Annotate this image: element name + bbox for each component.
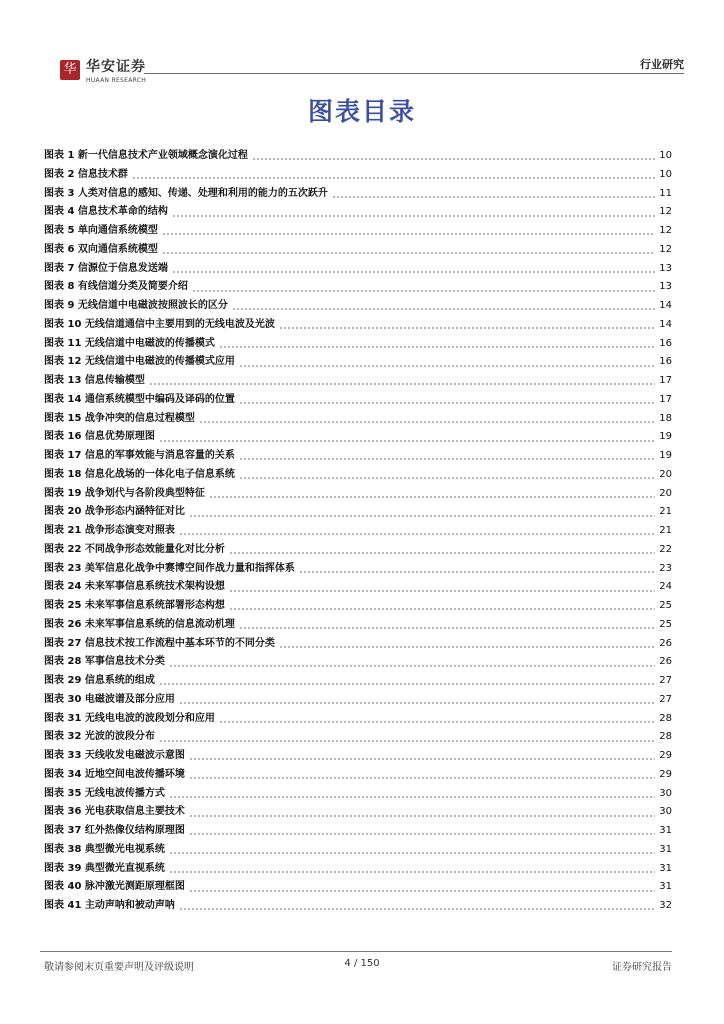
toc-entry-page: 31 bbox=[659, 843, 672, 855]
toc-entry-page: 14 bbox=[659, 300, 672, 311]
toc-entry-label: 图表 28 军事信息技术分类 bbox=[44, 656, 165, 668]
toc-entry[interactable] bbox=[44, 540, 672, 559]
toc-entry[interactable] bbox=[44, 615, 672, 634]
toc-leader-dots bbox=[159, 674, 655, 686]
toc-leader-dots bbox=[239, 449, 655, 461]
toc-entry[interactable] bbox=[44, 690, 672, 709]
toc-entry-label: 图表 41 主动声呐和被动声呐 bbox=[44, 900, 175, 911]
toc-entry-label: 图表 18 信息化战场的一体化电子信息系统 bbox=[44, 468, 235, 480]
toc-entry-label: 图表 11 无线信道中电磁波的传播模式 bbox=[44, 337, 215, 349]
toc-entry-label: 图表 30 电磁波谱及部分应用 bbox=[44, 693, 175, 705]
toc-entry-label: 图表 22 不同战争形态效能量化对比分析 bbox=[44, 543, 225, 555]
toc-entry-page: 25 bbox=[659, 618, 672, 630]
toc-entry-label: 图表 1 新一代信息技术产业领域概念演化过程 bbox=[44, 150, 248, 161]
toc-leader-dots bbox=[219, 712, 655, 724]
toc-entry-label: 图表 39 典型微光直视系统 bbox=[44, 862, 165, 874]
toc-entry-label: 图表 27 信息技术按工作流程中基本环节的不同分类 bbox=[44, 637, 275, 649]
toc-leader-dots bbox=[179, 693, 655, 705]
toc-entry-label: 图表 17 信息的军事效能与消息容量的关系 bbox=[44, 450, 235, 461]
toc-entry-label: 图表 25 未来军事信息系统部署形态构想 bbox=[44, 600, 225, 611]
toc-leader-dots bbox=[239, 356, 655, 368]
toc-entry[interactable] bbox=[44, 296, 672, 315]
toc-entry-page: 16 bbox=[659, 356, 672, 368]
toc-entry[interactable] bbox=[44, 577, 672, 596]
toc-entry[interactable] bbox=[44, 521, 672, 540]
toc-entry-label: 图表 8 有线信道分类及简要介绍 bbox=[44, 281, 188, 293]
company-logo bbox=[60, 60, 146, 84]
toc-leader-dots bbox=[219, 337, 655, 349]
toc-entry-page: 25 bbox=[659, 600, 672, 611]
toc-entry-page: 27 bbox=[659, 675, 672, 686]
footer-divider bbox=[40, 951, 672, 952]
toc-entry[interactable] bbox=[44, 746, 672, 765]
toc-entry[interactable] bbox=[44, 671, 672, 690]
toc-entry-label: 图表 37 红外热像仪结构原理图 bbox=[44, 825, 185, 836]
footer-report-type: 证券研究报告 bbox=[612, 962, 672, 973]
toc-entry-page: 19 bbox=[659, 431, 672, 443]
toc-entry[interactable] bbox=[44, 202, 672, 221]
toc-entry[interactable] bbox=[44, 596, 672, 615]
toc-entry-label: 图表 35 无线电波传播方式 bbox=[44, 787, 165, 799]
toc-entry-page: 29 bbox=[659, 768, 672, 780]
toc-entry-page: 12 bbox=[659, 206, 672, 218]
toc-entry-page: 13 bbox=[659, 281, 672, 293]
toc-entry-page: 18 bbox=[659, 412, 672, 424]
toc-entry-label: 图表 33 天线收发电磁波示意图 bbox=[44, 750, 185, 761]
toc-leader-dots bbox=[229, 599, 655, 611]
toc-leader-dots bbox=[162, 224, 655, 236]
toc-entry-label: 图表 12 无线信道中电磁波的传播模式应用 bbox=[44, 356, 235, 368]
toc-entry[interactable] bbox=[44, 784, 672, 803]
page-header bbox=[44, 60, 684, 90]
toc-leader-dots bbox=[229, 543, 655, 555]
toc-leader-dots bbox=[189, 824, 655, 836]
toc-entry-label: 图表 21 战争形态演变对照表 bbox=[44, 525, 175, 536]
toc-entry-page: 10 bbox=[659, 168, 672, 180]
toc-leader-dots bbox=[239, 618, 655, 630]
toc-leader-dots bbox=[299, 562, 655, 574]
toc-entry-label: 图表 7 信源位于信息发送端 bbox=[44, 262, 168, 274]
toc-leader-dots bbox=[132, 168, 655, 180]
toc-entry-label: 图表 23 美军信息化战争中赛博空间作战力量和指挥体系 bbox=[44, 562, 295, 574]
toc-entry[interactable] bbox=[44, 146, 672, 165]
toc-entry-label: 图表 38 典型微光电视系统 bbox=[44, 843, 165, 855]
toc-entry[interactable] bbox=[44, 859, 672, 878]
logo-brand-cn: 华安证券 bbox=[86, 59, 146, 75]
toc-entry[interactable] bbox=[44, 765, 672, 784]
toc-entry-page: 31 bbox=[659, 862, 672, 874]
logo-brand-en: HUAAN RESEARCH bbox=[86, 77, 147, 84]
toc-leader-dots bbox=[279, 637, 655, 649]
toc-entry-page: 14 bbox=[659, 318, 672, 330]
toc-entry[interactable] bbox=[44, 821, 672, 840]
toc-leader-dots bbox=[189, 768, 655, 780]
toc-entry[interactable] bbox=[44, 465, 672, 484]
toc-leader-dots bbox=[229, 581, 655, 593]
toc-entry-page: 30 bbox=[659, 787, 672, 799]
toc-entry[interactable] bbox=[44, 877, 672, 896]
toc-leader-dots bbox=[172, 262, 655, 274]
toc-entry-label: 图表 31 无线电电波的波段划分和应用 bbox=[44, 712, 215, 724]
toc-entry-label: 图表 29 信息系统的组成 bbox=[44, 675, 155, 686]
page-title: 图表目录 bbox=[307, 97, 416, 126]
toc-entry-page: 29 bbox=[659, 750, 672, 761]
toc-entry-label: 图表 5 单向通信系统模型 bbox=[44, 225, 158, 236]
toc-entry-label: 图表 15 战争冲突的信息过程模型 bbox=[44, 412, 195, 424]
toc-entry[interactable] bbox=[44, 315, 672, 334]
toc-entry[interactable] bbox=[44, 727, 672, 746]
toc-leader-dots bbox=[169, 862, 655, 874]
toc-entry-page: 32 bbox=[659, 900, 672, 911]
toc-entry[interactable] bbox=[44, 802, 672, 821]
toc-entry-label: 图表 19 战争划代与各阶段典型特征 bbox=[44, 487, 205, 499]
toc-entry[interactable] bbox=[44, 502, 672, 521]
toc-entry-label: 图表 36 光电获取信息主要技术 bbox=[44, 806, 185, 818]
toc-entry[interactable] bbox=[44, 165, 672, 184]
toc-entry[interactable] bbox=[44, 634, 672, 653]
toc-entry-label: 图表 34 近地空间电波传播环境 bbox=[44, 768, 185, 780]
toc-leader-dots bbox=[189, 881, 655, 893]
toc-entry[interactable] bbox=[44, 446, 672, 465]
toc-entry[interactable] bbox=[44, 652, 672, 671]
toc-entry[interactable] bbox=[44, 709, 672, 728]
logo-seal-icon: 华 bbox=[60, 60, 80, 80]
toc-entry-page: 22 bbox=[659, 543, 672, 555]
toc-entry[interactable] bbox=[44, 352, 672, 371]
toc-entry[interactable] bbox=[44, 559, 672, 578]
toc-entry-label: 图表 13 信息传输模型 bbox=[44, 375, 145, 386]
toc-entry-page: 21 bbox=[659, 525, 672, 536]
toc-leader-dots bbox=[189, 506, 655, 518]
toc-entry-page: 10 bbox=[659, 150, 672, 161]
toc-leader-dots bbox=[192, 281, 655, 293]
toc-entry[interactable] bbox=[44, 427, 672, 446]
toc-leader-dots bbox=[149, 374, 655, 386]
header-divider bbox=[144, 73, 684, 74]
toc-entry-page: 26 bbox=[659, 656, 672, 668]
toc-leader-dots bbox=[209, 487, 655, 499]
toc-leader-dots bbox=[179, 899, 655, 911]
toc-entry-label: 图表 3 人类对信息的感知、传递、处理和利用的能力的五次跃升 bbox=[44, 187, 328, 199]
toc-entry[interactable] bbox=[44, 240, 672, 259]
toc-entry-page: 11 bbox=[659, 187, 672, 199]
toc-leader-dots bbox=[239, 393, 655, 405]
toc-entry-page: 28 bbox=[659, 731, 672, 743]
toc-entry[interactable] bbox=[44, 484, 672, 503]
toc-entry-label: 图表 16 信息优势原理图 bbox=[44, 431, 155, 443]
toc-leader-dots bbox=[179, 524, 655, 536]
toc-leader-dots bbox=[169, 787, 655, 799]
toc-entry-page: 26 bbox=[659, 637, 672, 649]
toc-leader-dots bbox=[189, 806, 655, 818]
toc-entry[interactable] bbox=[44, 277, 672, 296]
toc-leader-dots bbox=[172, 206, 655, 218]
toc-leader-dots bbox=[169, 656, 655, 668]
toc-leader-dots bbox=[252, 149, 655, 161]
toc-leader-dots bbox=[189, 749, 655, 761]
toc-entry-label: 图表 4 信息技术革命的结构 bbox=[44, 206, 168, 218]
toc-leader-dots bbox=[279, 318, 655, 330]
figure-list bbox=[44, 146, 672, 915]
toc-entry-page: 20 bbox=[659, 487, 672, 499]
toc-entry-page: 21 bbox=[659, 506, 672, 518]
toc-entry[interactable] bbox=[44, 259, 672, 278]
toc-leader-dots bbox=[169, 843, 655, 855]
toc-entry[interactable] bbox=[44, 840, 672, 859]
toc-entry-label: 图表 9 无线信道中电磁波按照波长的区分 bbox=[44, 300, 228, 311]
toc-entry-page: 23 bbox=[659, 562, 672, 574]
toc-leader-dots bbox=[239, 468, 655, 480]
toc-entry-label: 图表 10 无线信道通信中主要用到的无线电波及光波 bbox=[44, 318, 275, 330]
toc-entry[interactable] bbox=[44, 896, 672, 915]
toc-entry-page: 30 bbox=[659, 806, 672, 818]
toc-entry-page: 28 bbox=[659, 712, 672, 724]
toc-entry-page: 12 bbox=[659, 225, 672, 236]
toc-entry[interactable] bbox=[44, 409, 672, 428]
section-label: 行业研究 bbox=[636, 56, 684, 72]
toc-entry[interactable] bbox=[44, 184, 672, 203]
toc-entry-page: 31 bbox=[659, 825, 672, 836]
toc-entry[interactable] bbox=[44, 221, 672, 240]
toc-entry-page: 13 bbox=[659, 262, 672, 274]
toc-leader-dots bbox=[199, 412, 655, 424]
toc-entry-label: 图表 32 光波的波段分布 bbox=[44, 731, 155, 743]
toc-entry-label: 图表 26 未来军事信息系统的信息流动机理 bbox=[44, 618, 235, 630]
toc-entry-label: 图表 20 战争形态内涵特征对比 bbox=[44, 506, 185, 518]
toc-entry-page: 20 bbox=[659, 468, 672, 480]
toc-leader-dots bbox=[159, 731, 655, 743]
toc-entry[interactable] bbox=[44, 390, 672, 409]
toc-leader-dots bbox=[232, 299, 655, 311]
toc-entry-label: 图表 2 信息技术群 bbox=[44, 168, 128, 180]
toc-entry-page: 17 bbox=[659, 375, 672, 386]
toc-leader-dots bbox=[159, 431, 655, 443]
toc-entry[interactable] bbox=[44, 334, 672, 353]
footer-disclaimer: 敬请参阅末页重要声明及评级说明 bbox=[44, 962, 194, 973]
page-number: 4 / 150 bbox=[344, 958, 380, 969]
toc-leader-dots bbox=[162, 243, 655, 255]
toc-entry-label: 图表 14 通信系统模型中编码及译码的位置 bbox=[44, 393, 235, 405]
toc-leader-dots bbox=[332, 187, 655, 199]
toc-entry-page: 27 bbox=[659, 693, 672, 705]
toc-entry-page: 17 bbox=[659, 393, 672, 405]
toc-entry[interactable] bbox=[44, 371, 672, 390]
toc-entry-label: 图表 6 双向通信系统模型 bbox=[44, 243, 158, 255]
toc-entry-page: 24 bbox=[659, 581, 672, 593]
toc-entry-page: 19 bbox=[659, 450, 672, 461]
toc-entry-page: 16 bbox=[659, 337, 672, 349]
toc-entry-label: 图表 40 脉冲激光测距原理框图 bbox=[44, 881, 185, 893]
toc-entry-label: 图表 24 未来军事信息系统技术架构设想 bbox=[44, 581, 225, 593]
toc-entry-page: 31 bbox=[659, 881, 672, 893]
toc-entry-page: 12 bbox=[659, 243, 672, 255]
